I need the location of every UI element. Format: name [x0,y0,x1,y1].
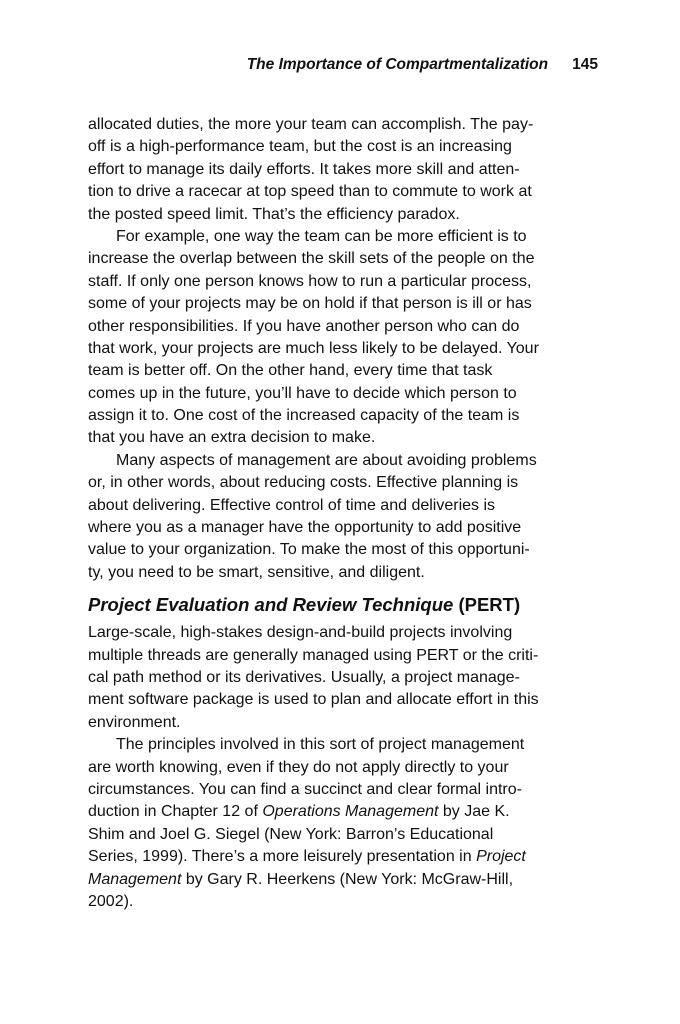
text-line: ment software package is used to plan and allocate effort in this [88,691,539,709]
text-line: value to your organization. To make the most of this opportuni- [88,541,530,559]
text-line: Shim and Joel G. Siegel (New York: Barron’s Educational [88,825,494,843]
book-title-project-management-part-1: Project [476,848,526,866]
text-line: team is better off. On the other hand, every time that task [88,362,493,380]
text-fragment: by Gary R. Heerkens (New York: McGraw-Hill, [181,870,514,888]
text-line [88,846,600,868]
text-line: comes up in the future, you’ll have to decide which person to [88,384,517,402]
text-line [88,869,600,891]
text-line: off is a high-performance team, but the cost is an increasing [88,138,512,156]
text-line: 2002). [88,892,134,910]
text-line: other responsibilities. If you have another person who can do [88,317,520,335]
text-line: assign it to. One cost of the increased capacity of the team is [88,407,520,425]
book-title-project-management-part-2: Management [88,870,182,888]
text-line: increase the overlap between the skill sets of the people on the [88,250,535,268]
text-line: Large-scale, high-stakes design-and-build projects involving [88,624,513,642]
text-line: that you have an extra decision to make. [88,429,376,447]
text-line: environment. [88,713,181,731]
book-title-operations-management: Operations Management [262,803,439,821]
text-fragment: duction in Chapter 12 of [88,803,263,821]
text-line: For example, one way the team can be more efficient is to [116,227,527,245]
paragraph-management-aspects [88,450,600,584]
text-line: about delivering. Effective control of time and deliveries is [88,496,496,514]
text-line: or, in other words, about reducing costs. Effective planning is [88,474,519,492]
paragraph-references [88,734,600,913]
text-line: are worth knowing, even if they do not apply directly to your [88,758,509,776]
section-heading-acronym: (PERT) [458,594,521,616]
text-line: some of your projects may be on hold if that person is ill or has [88,295,532,313]
text-line: cal path method or its derivatives. Usually, a project manage- [88,668,520,686]
text-line: staff. If only one person knows how to run a particular process, [88,272,532,290]
body-text [88,114,600,913]
text-line: that work, your projects are much less likely to be delayed. Your [88,339,539,357]
text-line: the posted speed limit. That’s the efficiency paradox. [88,205,460,223]
text-line [88,801,600,823]
text-line: where you as a manager have the opportunity to add positive [88,519,522,537]
page-number: 145 [572,56,598,73]
text-line: ty, you need to be smart, sensitive, and diligent. [88,563,425,581]
text-line: multiple threads are generally managed using PERT or the criti- [88,646,539,664]
text-line: effort to manage its daily efforts. It takes more skill and atten- [88,160,520,178]
running-header [88,54,598,76]
text-line: allocated duties, the more your team can accomplish. The pay- [88,116,534,133]
paragraph-efficiency-paradox [88,114,600,226]
section-heading-text: Project Evaluation and Review Technique [88,594,454,616]
text-line: circumstances. You can find a succinct and clear formal intro- [88,780,522,798]
paragraph-skill-overlap [88,226,600,450]
text-line: tion to drive a racecar at top speed than to commute to work at [88,183,532,201]
paragraph-pert-intro [88,622,600,734]
text-line: Many aspects of management are about avoiding problems [116,451,537,469]
section-heading [88,592,600,618]
text-line: The principles involved in this sort of project management [116,736,525,754]
running-header-title: The Importance of Compartmentalization [246,56,549,73]
text-fragment: by Jae K. [438,803,510,821]
text-fragment: Series, 1999). There’s a more leisurely presentation in [88,848,477,866]
